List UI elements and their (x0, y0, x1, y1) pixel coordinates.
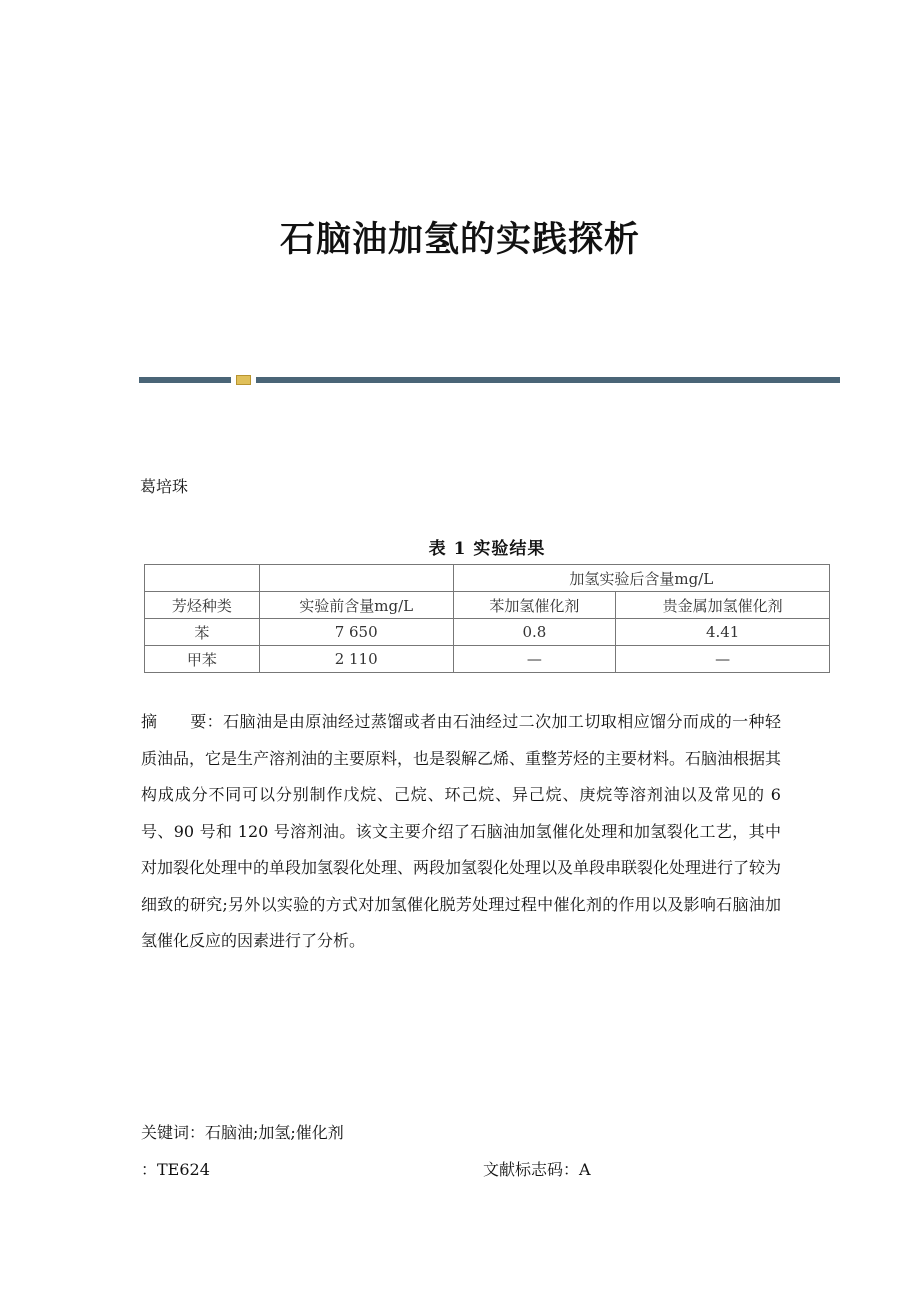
table-row (145, 646, 830, 673)
keywords: 关键词：石脑油;加氢;催化剂 (141, 1123, 344, 1142)
divider-right-segment (256, 377, 840, 383)
table-header-cell: 苯加氢催化剂 (453, 592, 616, 619)
table-group-header: 加氢实验后含量mg/L (453, 565, 829, 592)
table-header-cell: 芳烃种类 (145, 592, 260, 619)
table-row (145, 619, 830, 646)
table-cell: 4.41 (616, 619, 830, 646)
abstract-text: 石脑油是由原油经过蒸馏或者由石油经过二次加工切取相应馏分而成的一种轻质油品，它是生产溶剂油的主要原料，也是裂解乙烯、重整芳烃的主要材料。石脑油根据其构成成分不同可以分别制作戊烷、己烷、环己烷、异己烷、庚烷等溶剂油以及常见的 6 号、90 号和 120 号溶剂油。该文主要介绍了石脑油加氢催化处理和加氢裂化工艺，其中对加裂化处理中的单段加氢裂化处理、两段加氢裂化处理以及单段串联裂化处理进行了较为细致的研究;另外以实验的方式对加氢催化脱芳处理过程中催化剂的作用以及影响石脑油加氢催化反应的因素进行了分析。 (141, 712, 782, 950)
table-cell-empty (145, 565, 260, 592)
table-cell: — (453, 646, 616, 673)
document-code: 文献标志码：A (483, 1160, 591, 1179)
divider-left-segment (139, 377, 231, 383)
table-caption: 表 1 实验结果 (428, 539, 546, 559)
results-table (144, 564, 830, 673)
table-row (145, 565, 830, 592)
table-header-cell: 贵金属加氢催化剂 (616, 592, 830, 619)
paper-title: 石脑油加氢的实践探析 (279, 219, 640, 260)
table-cell-empty (259, 565, 453, 592)
table-cell: 甲苯 (145, 646, 260, 673)
abstract (141, 704, 781, 960)
classification-number: ：TE624 (141, 1160, 210, 1179)
author-name: 葛培珠 (140, 477, 189, 496)
abstract-label: 摘 要： (141, 712, 224, 731)
table-header-row (145, 592, 830, 619)
table-cell: 苯 (145, 619, 260, 646)
table-header-cell: 实验前含量mg/L (259, 592, 453, 619)
header-divider (139, 375, 840, 385)
table-cell: 0.8 (453, 619, 616, 646)
table-cell: 2 110 (259, 646, 453, 673)
divider-badge-icon (236, 375, 251, 385)
table-cell: — (616, 646, 830, 673)
table-cell: 7 650 (259, 619, 453, 646)
